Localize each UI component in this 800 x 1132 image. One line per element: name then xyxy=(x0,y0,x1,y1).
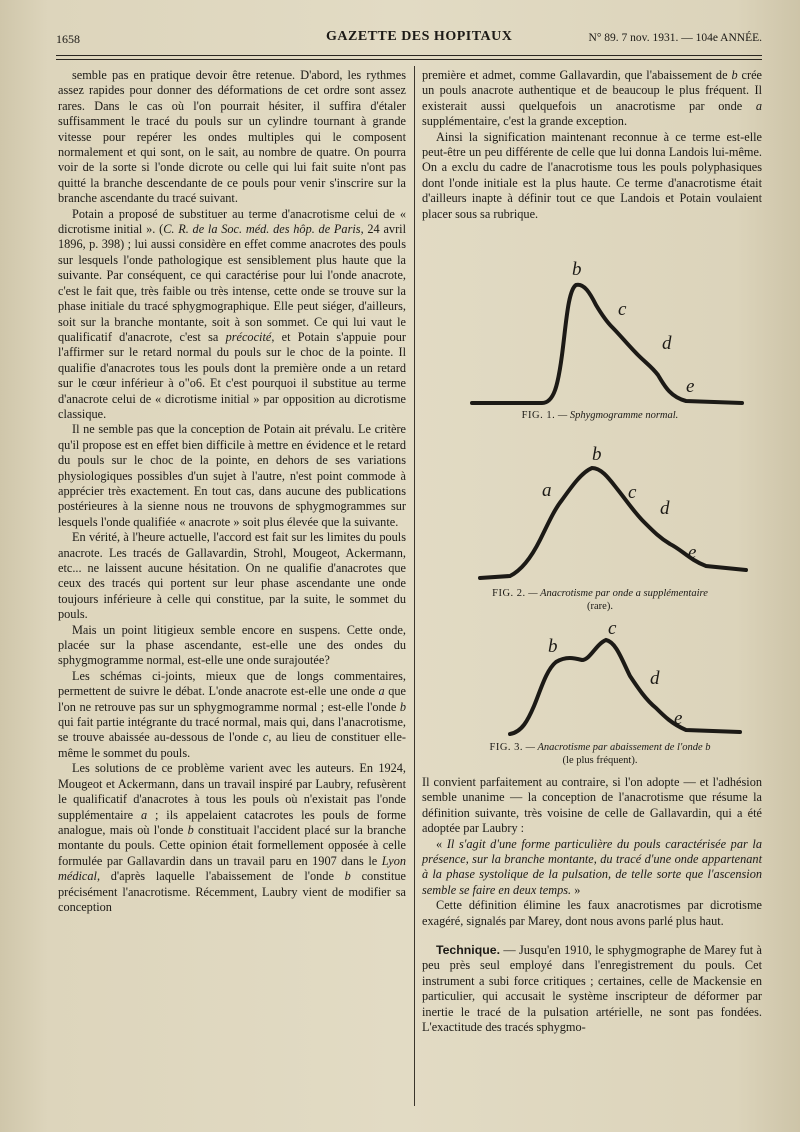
text-run: première et admet, comme Gallavardin, que l'abaissement de xyxy=(422,68,732,82)
paragraph xyxy=(422,943,762,1035)
wave-label-e: e xyxy=(688,542,697,563)
figure-1-label: FIG. 1. xyxy=(521,410,556,421)
right-column-bottom xyxy=(422,775,762,1036)
text-run: a xyxy=(140,807,148,822)
text-run: Ainsi la signification maintenant reconnue à ce terme est-elle peut-être un peu différente de celle que lui donna Landois lui-même. On a exclu du cadre de l'anacrotisme tous les pouls polyphasiques dont l'onde initiale est la plus haute. Ce terme d'anacrotisme était d'ailleurs inapte à définir tout ce que Landois et Potain voulaient placer sous sa rubrique. xyxy=(422,129,762,221)
text-run: b xyxy=(399,699,406,714)
text-run: a xyxy=(755,98,762,113)
figure-3-label: FIG. 3. xyxy=(489,742,524,753)
text-run: constitue précisément l'anacrotisme. Récemment, Laubry vient de modifier sa conception xyxy=(58,869,406,914)
text-run: , d'après laquelle l'abaissement de l'onde xyxy=(96,869,345,884)
left-column xyxy=(58,68,406,915)
paragraph xyxy=(422,68,762,130)
text-run: « xyxy=(436,836,447,851)
figure-2-caption-text: Anacrotisme par onde a supplémentaire xyxy=(540,588,708,599)
text-run: , 24 avril 1896, p. 398) ; lui aussi considère en effet comme anacrotes des pouls sur lesquels l'onde pathologique est sensiblement plus haute que la suivante. Par conséquent, ce qui caractérise pour lui l'onde anacrote, c'est le fait que, très faible ou très intense, cette onde se trouve sur la phase initiale du tracé sphygmographique. Elle peut siéger, d'ailleurs, soit sur la branche montante, soit à son sommet. Ce qui lui vaut le qualificatif d'anacrote, c'est sa xyxy=(58,222,406,344)
figure-2-caption: FIG. 2. — Anacrotisme par onde a supplémentaire (rare). xyxy=(492,588,708,612)
text-run: que l'on ne retrouve pas sur un sphygmogramme normal ; est-elle l'onde xyxy=(58,684,406,714)
text-run: Les solutions de ce problème varient avec les auteurs. En 1924, Mougeot et Ackermann, dans un travail inspiré par Laubry, refusèrent le qualificatif d'anacrotes à tous les pouls où n'existait pas l'onde supplémentaire xyxy=(58,761,406,822)
paragraph xyxy=(58,761,406,915)
text-run: , au lieu de constituer elle-même le sommet du pouls. xyxy=(58,730,406,760)
wave-label-d: d xyxy=(662,333,672,354)
text-run: Il ne semble pas que la conception de Potain ait prévalu. Le critère qu'il propose est en effet bien difficile à mettre en évidence et le retard du pouls sur le choc de la pointe, en dehors de ses variations physiologiques possibles d'un sujet à l'autre, n'est point commode à apprécier très exactement. En tout cas, dans aucune des publications postérieures à la sienne nous ne trouvons de sphygmogrammes sur lesquels l'onde qualifiée « anacrote » soit plus élevée que la suivante. xyxy=(58,422,406,529)
page-header xyxy=(56,28,762,54)
text-run: crée un pouls anacrote authentique et de beaucoup le plus fréquent. Il existerait aussi quelquefois un anacrotisme par onde xyxy=(422,68,762,113)
paragraph xyxy=(422,775,762,837)
paragraph xyxy=(422,837,762,899)
paragraph xyxy=(58,669,406,761)
text-run: Potain a proposé de substituer au terme d'anacrotisme celui de « dicrotisme initial ». ( xyxy=(58,206,406,237)
text-run: Les schémas ci-joints, mieux que de longs commentaires, permettent de suivre le débat. L'onde anacrote est-elle une onde xyxy=(58,668,406,699)
wave-label-a: a xyxy=(542,480,552,501)
right-column-top xyxy=(422,68,762,222)
header-rule-thin xyxy=(56,59,762,60)
figure-2 xyxy=(450,440,750,613)
wave-label-d: d xyxy=(650,668,660,689)
pulse-curve xyxy=(472,285,742,403)
wave-label-e: e xyxy=(686,376,695,397)
figure-1-trace xyxy=(450,255,750,410)
text-run: supplémentaire, c'est la grande exception. xyxy=(422,114,628,129)
figure-1 xyxy=(450,255,750,423)
text-run: » xyxy=(571,882,581,897)
paragraph xyxy=(422,898,762,929)
issue-info: N° 89. 7 nov. 1931. — 104e ANNÉE. xyxy=(588,32,762,44)
paragraph xyxy=(58,68,406,207)
text-run: b xyxy=(344,869,351,884)
text-run: Mais un point litigieux semble encore en suspens. Cette onde, placée sur la phase ascendante, est-elle une des ondes du sphygmogramme normal, est-elle une onde surajoutée? xyxy=(58,622,406,668)
paragraph xyxy=(58,207,406,423)
text-run: a xyxy=(378,684,385,699)
figure-2-trace xyxy=(450,440,750,588)
text-run: , et Potain s'appuie pour l'affirmer sur le retard normal du pouls sur le choc de la pointe. Il qualifie d'anacrotes tous les pouls dont la première onde a un retard sur le cœur inférieur à o"o6. Et c'est pourquoi il substitue au terme d'anacrote celui de « dicrotisme initial » par opposition au dicrotisme classique. xyxy=(58,329,406,421)
text-run: b xyxy=(731,68,738,82)
wave-label-b: b xyxy=(592,444,602,465)
wave-label-c: c xyxy=(608,620,617,639)
wave-label-c: c xyxy=(628,482,637,503)
wave-label-b: b xyxy=(548,636,558,657)
figure-3-caption: FIG. 3. — Anacrotisme par abaissement de l'onde b (le plus fréquent). xyxy=(489,742,711,766)
text-run: Cette définition élimine les faux anacrotismes par dicrotisme exagéré, signalés par Marey, dont nous avons parlé plus haut. xyxy=(422,898,762,928)
pulse-curve xyxy=(510,640,740,734)
text-run: b xyxy=(187,822,194,837)
text-run: En vérité, à l'heure actuelle, l'accord est fait sur les limites du pouls anacrote. Les tracés de Gallavardin, Strohl, Mougeot, Ackermann, etc... ne laissent aucune hésitation. On ne qualifie d'anacrotes que ceux des tracés qui portent sur leur phase ascendante une onde toujours inférieure à celle qui constitue, par la suite, le sommet du pouls. xyxy=(58,530,406,622)
text-run: Il s'agit d'une forme particulière du pouls caractérisée par la présence, sur la branche montante, du tracé d'une onde appartenant à la phase systolique de la pulsation, de telle sorte que l'ascension semble se faire en deux temps. xyxy=(422,836,762,897)
paragraph xyxy=(58,623,406,669)
text-run: qui fait partie intégrante du tracé normal, mais qui, dans l'anacrotisme, se trouve abaissée au-dessous de l'onde xyxy=(58,715,406,745)
paragraph xyxy=(58,422,406,530)
pulse-curve xyxy=(480,468,746,578)
text-run: C. R. de la Soc. méd. des hôp. de Paris xyxy=(163,222,361,237)
section-heading: Technique. xyxy=(436,943,500,958)
text-run: — Jusqu'en 1910, le sphygmographe de Marey fut à peu près seul employé dans l'enregistrement du pouls. Cet instrument a subi force critiques ; certaines, celle de Mackensie en particulier, qui accusait le système inscripteur de déformer par inertie le tracé de la pulsation artérielle, ne sont pas fondées. L'exactitude des tracés sphygmo- xyxy=(422,943,762,1035)
figure-2-label: FIG. 2. xyxy=(492,588,526,599)
wave-label-b: b xyxy=(572,259,582,280)
paragraph xyxy=(422,130,762,222)
text-run: Il convient parfaitement au contraire, si l'on adopte — et l'adhésion semble unanime — la conception de l'anacrotisme que résume la définition suivante, très voisine de celle de Gallavardin, qui a été adoptée par Laubry : xyxy=(422,775,762,836)
wave-label-c: c xyxy=(618,299,627,320)
figure-1-caption-text: Sphygmogramme normal. xyxy=(569,410,679,421)
wave-label-d: d xyxy=(660,498,670,519)
text-run: précocité xyxy=(225,329,272,344)
text-run: ; ils appelaient catacrotes les pouls de forme analogue, mais où l'onde xyxy=(58,807,406,837)
figure-3-trace xyxy=(450,620,750,742)
text-run: constituait l'accident placé sur la branche montante du pouls. Cette opinion était formellement opposée à celle formulée par Gallavardin dans un travail paru en 1907 dans le xyxy=(58,822,407,868)
column-divider xyxy=(414,66,415,1106)
journal-title: GAZETTE DES HOPITAUX xyxy=(326,29,513,44)
figure-3 xyxy=(450,620,750,767)
figure-2-subcaption: (rare). xyxy=(587,600,613,612)
wave-label-e: e xyxy=(674,708,683,729)
text-run: semble pas en pratique devoir être retenue. D'abord, les rythmes assez rapides pour donner des déformations de cet ordre sont assez rares. Dans le cas où l'on pourrait hésiter, il suffira d'étaler suffisamment le tracé du pouls sur un cylindre tournant à grande vitesse pour repérer les ondes multiples qui le composent normalement et qui sont, on le sait, au nombre de quatre. On pourra voir de la sorte si l'onde dicrote ou celle qui lui fait suite n'ont pas quitté la branche descendante de ce pouls pour venir s'inscrire sur la branche ascendante du tracé suivant. xyxy=(58,68,406,206)
text-run: c xyxy=(262,730,269,745)
text-run: Lyon médical xyxy=(58,853,406,884)
header-rule xyxy=(56,55,762,56)
figure-3-caption-text: Anacrotisme par abaissement de l'onde b xyxy=(537,742,711,753)
figure-1-caption: FIG. 1. — Sphygmogramme normal. xyxy=(521,410,679,421)
page-number: 1658 xyxy=(56,32,80,46)
figure-3-subcaption: (le plus fréquent). xyxy=(562,754,638,766)
paragraph xyxy=(58,530,406,622)
